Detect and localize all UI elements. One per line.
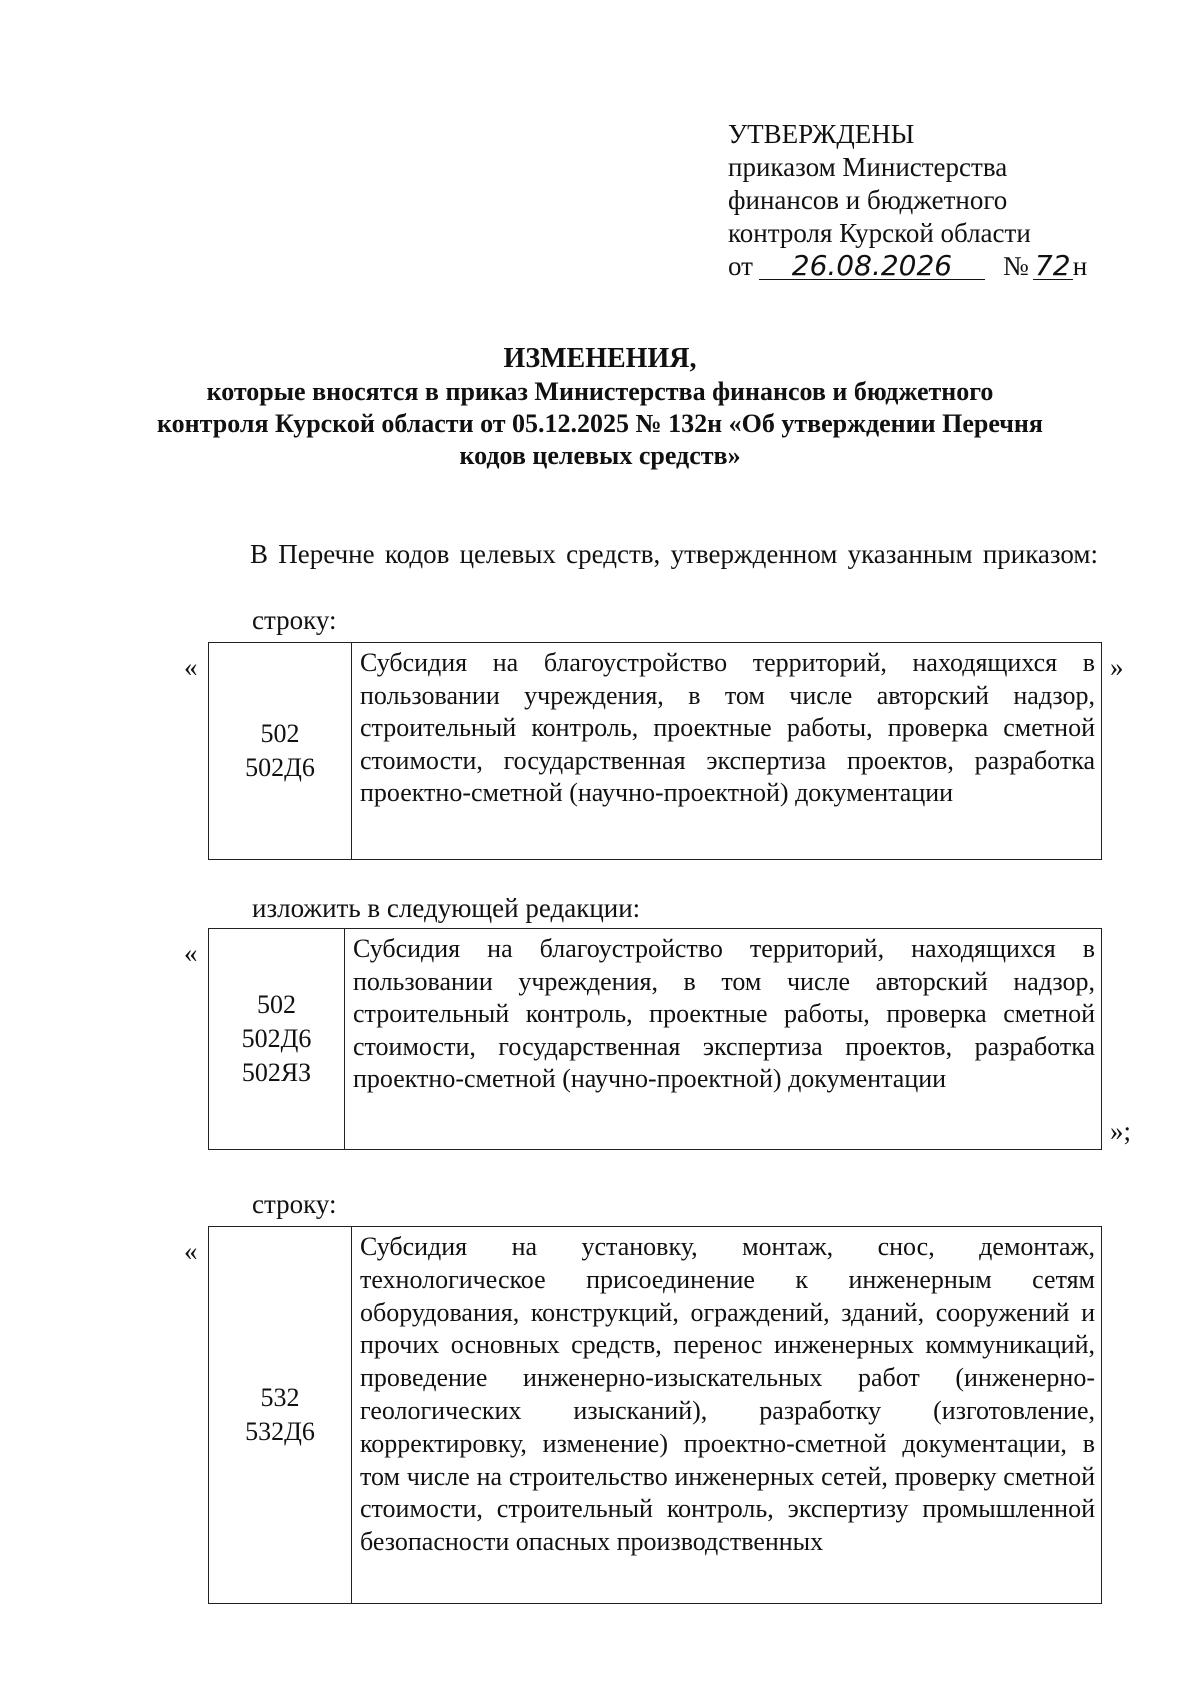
label-row-2: строку:: [252, 1189, 337, 1219]
table-3-code-2: 532Д6: [245, 1417, 315, 1446]
table-1-code-1: 502: [260, 719, 300, 748]
approval-date-row: [728, 250, 1087, 283]
table-3-description: Субсидия на установку, монтаж, снос, демонтаж, технологическое присоединение к инженерным сетям оборудования, конструкций, ограждений, зданий, сооружений и прочих основных средств, перенос инженерных коммуникаций, проведение инженерно-изыскательных работ (инженерно-геологических изысканий), разработку (изготовление, корректировку, изменение) проектно-сметной документации, в том числе на строительство инженерных сетей, проверку сметной стоимости, строительный контроль, экспертизу промышленной безопасности опасных производственных: [360, 1232, 1095, 1557]
handwritten-number: 72: [1033, 253, 1073, 280]
title-subtitle: которые вносятся в приказ Министерства финансов и бюджетного контроля Курской области от 05.12.2025 № 132н «Об утверждении Перечня кодов целевых средств»: [157, 377, 1043, 470]
table-2-code-3: 502ЯЗ: [241, 1058, 312, 1087]
handwritten-date: 26.08.2026: [759, 253, 985, 280]
table-1-description: Субсидия на благоустройство территорий, находящихся в пользовании учреждения, в том числе авторский надзор, строительный контроль, проектные работы, проверка сметной стоимости, государственная экспертиза проектов, разработка проектно-сметной (научно-проектной) документации: [360, 648, 1095, 807]
approval-block: [728, 118, 1087, 283]
approval-line-1: приказом Министерства: [728, 152, 1008, 182]
open-quote-2: «: [184, 938, 198, 968]
table-2: [208, 928, 1102, 1150]
close-quote-1: »: [1110, 652, 1124, 682]
date-prefix: от: [728, 251, 753, 281]
title-main: ИЗМЕНЕНИЯ,: [503, 343, 697, 374]
table-1-codes: [209, 643, 352, 859]
label-row-1: строку:: [252, 605, 337, 635]
table-3-code-1: 532: [260, 1383, 300, 1412]
table-2-description: Субсидия на благоустройство территорий, находящихся в пользовании учреждения, в том числе авторский надзор, строительный контроль, проектные работы, проверка сметной стоимости, государственная экспертиза проектов, разработка проектно-сметной (научно-проектной) документации: [353, 934, 1095, 1093]
number-sign: №: [1002, 251, 1029, 281]
table-1: [208, 642, 1102, 860]
table-2-codes: [209, 929, 345, 1149]
close-quote-2: »;: [1110, 1116, 1132, 1146]
open-quote-3: «: [184, 1236, 198, 1266]
approval-line-3: контроля Курской области: [728, 218, 1031, 248]
open-quote-1: «: [184, 652, 198, 682]
table-1-code-2: 502Д6: [245, 753, 315, 782]
table-3-codes: [209, 1227, 352, 1603]
intro-paragraph: В Перечне кодов целевых средств, утвержденном указанным приказом:: [250, 539, 1098, 569]
document-title: [0, 342, 1200, 472]
number-suffix: н: [1072, 251, 1088, 281]
label-edit: изложить в следующей редакции:: [252, 893, 641, 923]
approval-line-2: финансов и бюджетного: [728, 185, 1008, 215]
table-3: [208, 1226, 1102, 1604]
table-2-code-2: 502Д6: [241, 1024, 312, 1053]
approval-heading: УТВЕРЖДЕНЫ: [728, 119, 915, 149]
table-2-code-1: 502: [257, 990, 296, 1019]
